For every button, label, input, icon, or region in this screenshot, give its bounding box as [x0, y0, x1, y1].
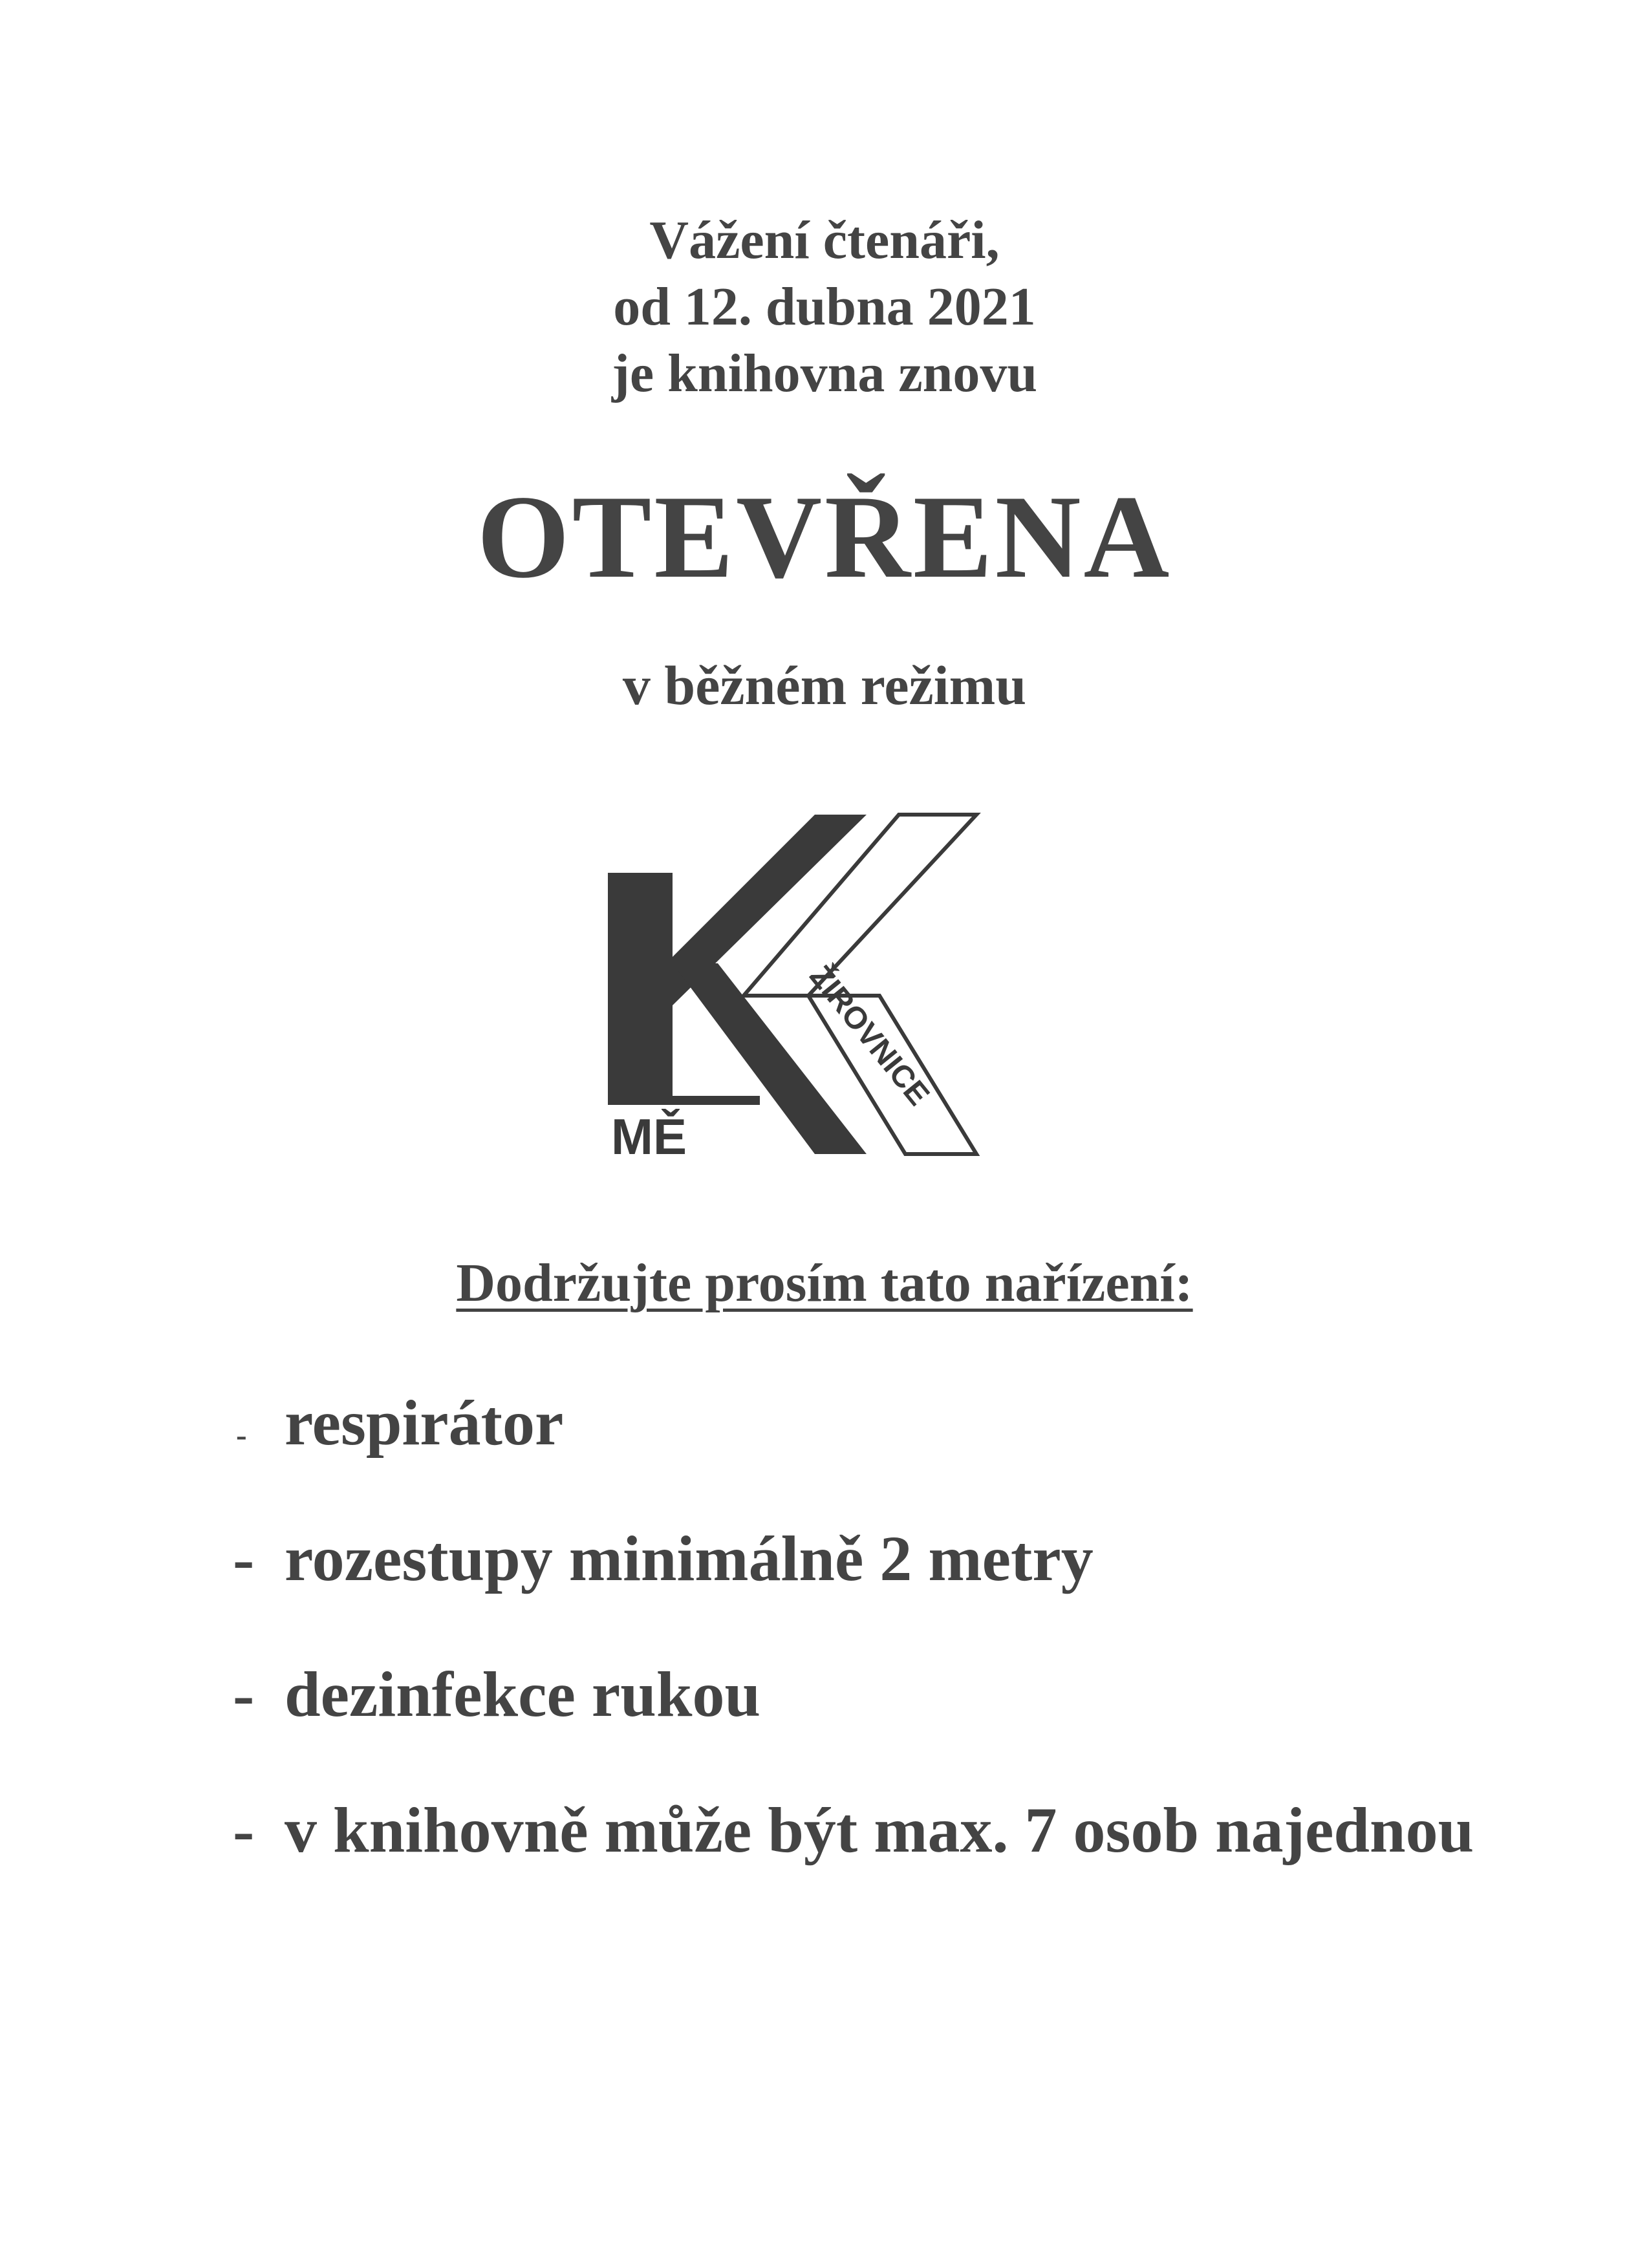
logo-text-town: ŽIROVNICE — [803, 959, 936, 1113]
bullet-dash: - — [233, 1658, 255, 1730]
list-item — [233, 1384, 1591, 1462]
rule-text: respirátor — [285, 1387, 564, 1459]
library-k-logo — [608, 802, 996, 1164]
headline-open: OTEVŘENA — [477, 471, 1172, 603]
greeting-block — [0, 207, 1649, 407]
list-item — [233, 1519, 1591, 1598]
rules-list — [233, 1384, 1591, 1927]
rule-text: v knihovně může být max. 7 osob najednou — [285, 1794, 1474, 1866]
logo-upper-outline — [744, 815, 976, 996]
rules-heading: Dodržujte prosím tato nařízení: — [456, 1253, 1193, 1313]
logo-bar — [608, 1096, 760, 1105]
logo-text-me: MĚ — [611, 1108, 687, 1164]
bullet-dash: - — [233, 1794, 255, 1866]
list-item — [233, 1655, 1591, 1734]
rule-text: dezinfekce rukou — [285, 1658, 761, 1730]
logo-stem — [608, 873, 673, 1096]
rule-text: rozestupy minimálně 2 metry — [285, 1523, 1094, 1594]
list-item — [233, 1791, 1591, 1870]
greeting-line: Vážení čtenáři, — [649, 210, 1000, 270]
mode-line: v běžném režimu — [622, 654, 1027, 716]
bullet-dash: - — [233, 1523, 255, 1594]
greeting-line: je knihovna znovu — [611, 343, 1038, 403]
bullet-dash: - — [236, 1417, 247, 1453]
date-line: od 12. dubna 2021 — [613, 277, 1036, 337]
